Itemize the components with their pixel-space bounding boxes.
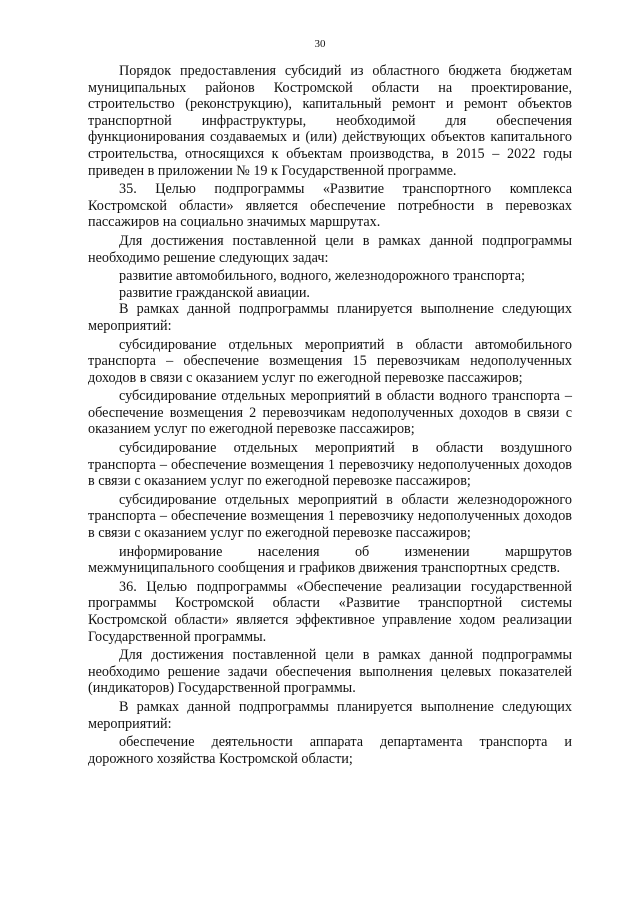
page-number: 30 bbox=[314, 38, 326, 50]
paragraph: В рамках данной подпрограммы планируется выполнение следующих мероприятий: bbox=[88, 301, 572, 334]
list-item: развитие гражданской авиации. bbox=[119, 284, 310, 301]
paragraph: 35. Целью подпрограммы «Развитие транспортного комплекса Костромской области» является обеспечение потребности в перевозках пассажиров на социально значимых маршрутах. bbox=[88, 181, 572, 231]
list-item: субсидирование отдельных мероприятий в области железнодорожного транспорта – обеспечение возмещения 1 перевозчику недополученных доходов в связи с оказанием услуг по ежегодной перевозке пассажиров; bbox=[88, 491, 572, 542]
list-item: субсидирование отдельных мероприятий в области автомобильного транспорта – обеспечение возмещения 15 перевозчикам недополученных доходов в связи с оказанием услуг по ежегодной перевозке пассажиров; bbox=[88, 336, 572, 386]
paragraph: В рамках данной подпрограммы планируется выполнение следующих мероприятий: bbox=[88, 698, 572, 732]
paragraph: 36. Целью подпрограммы «Обеспечение реализации государственной программы Костромской области «Развитие транспортной системы Костромской области» является эффективное управление ходом реализации Государственной программы. bbox=[88, 578, 572, 645]
paragraph: Для достижения поставленной цели в рамках данной подпрограммы необходимо решение следующих задач: bbox=[88, 232, 572, 266]
paragraph: Порядок предоставления субсидий из областного бюджета бюджетам муниципальных районов Костромской области на проектирование, строительство (реконструкцию), капитальный ремонт и ремонт объектов транспортной инфраструктуры, необходимой для обеспечения функционирования создаваемых и (или) действующих объектов капитального строительства, относящихся к объектам производства, в 2015 – 2022 годы приведен в приложении № 19 к Государственной программе. bbox=[88, 63, 572, 179]
list-item: субсидирование отдельных мероприятий в области водного транспорта – обеспечение возмещения 2 перевозчикам недополученных доходов в связи с оказанием услуг по ежегодной перевозке пассажиров; bbox=[88, 388, 572, 438]
list-item: развитие автомобильного, водного, железнодорожного транспорта; bbox=[119, 268, 525, 285]
list-item: обеспечение деятельности аппарата департамента транспорта и дорожного хозяйства Костромской области; bbox=[88, 734, 572, 767]
paragraph: Для достижения поставленной цели в рамках данной подпрограммы необходимо решение задачи обеспечения выполнения целевых показателей (индикаторов) Государственной программы. bbox=[88, 647, 572, 697]
list-item: субсидирование отдельных мероприятий в области воздушного транспорта – обеспечение возмещения 1 перевозчику недополученных доходов в связи с оказанием услуг по ежегодной перевозке пассажиров; bbox=[88, 440, 572, 490]
list-item: информирование населения об изменении маршрутов межмуниципального сообщения и графиков движения транспортных средств. bbox=[88, 543, 572, 577]
document-body bbox=[88, 63, 572, 769]
